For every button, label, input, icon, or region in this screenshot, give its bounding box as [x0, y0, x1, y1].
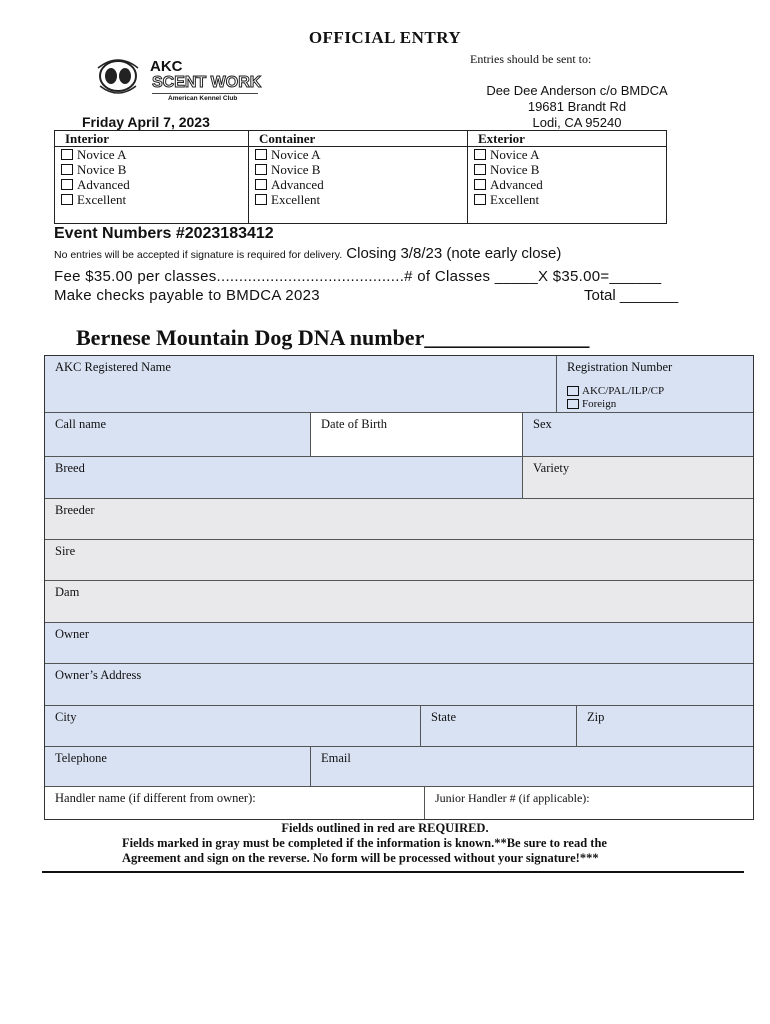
field-label: Sex: [533, 417, 552, 431]
field-label: Breed: [55, 461, 85, 475]
class-option-label: Excellent: [77, 191, 127, 207]
city-field[interactable]: [45, 706, 421, 747]
class-option[interactable]: [468, 177, 666, 192]
class-column-interior: [55, 131, 248, 223]
checkbox[interactable]: [255, 179, 267, 190]
sire-field[interactable]: [45, 540, 753, 581]
class-option[interactable]: [249, 192, 468, 207]
variety-field[interactable]: [523, 457, 753, 499]
zip-field[interactable]: [577, 706, 753, 747]
checkbox[interactable]: [61, 194, 73, 205]
signature-notice: No entries will be accepted if signature is required for delivery.: [54, 249, 343, 261]
entry-notice: [54, 245, 724, 263]
owner-field[interactable]: [45, 623, 753, 664]
class-option-label: Novice B: [77, 161, 127, 177]
call-name-field[interactable]: [45, 413, 311, 457]
field-label: Date of Birth: [321, 417, 387, 431]
field-label: Sire: [55, 544, 76, 558]
class-option[interactable]: [55, 162, 248, 177]
logo-akc: AKC: [150, 58, 183, 75]
divider: [42, 871, 744, 873]
class-option[interactable]: [249, 147, 468, 162]
logo-underline: [152, 93, 258, 94]
checks-payable-line: Make checks payable to BMDCA 2023: [54, 287, 320, 304]
class-option[interactable]: [468, 162, 666, 177]
checkbox[interactable]: [255, 149, 267, 160]
field-label: Email: [321, 751, 351, 765]
field-label: Dam: [55, 585, 80, 599]
entry-form: [44, 355, 754, 820]
date-of-birth-field[interactable]: [311, 413, 523, 457]
checkbox[interactable]: [567, 386, 579, 396]
field-label: Variety: [533, 461, 570, 475]
class-column-exterior: [467, 131, 666, 223]
class-option-label: Novice A: [77, 146, 127, 162]
breeder-field[interactable]: [45, 499, 753, 540]
dam-field[interactable]: [45, 581, 753, 623]
address-line-3: Lodi, CA 95240: [532, 115, 622, 130]
junior-handler-field[interactable]: [425, 787, 753, 819]
logo-akc-name: American Kennel Club: [168, 95, 238, 102]
state-field[interactable]: [421, 706, 577, 747]
instructions-line-2: Agreement and sign on the reverse. No form will be processed without your signature!***: [122, 851, 599, 865]
checkbox[interactable]: [255, 194, 267, 205]
instructions-line-1: Fields marked in gray must be completed if the information is known.**Be sure to read the: [122, 836, 607, 850]
checkbox[interactable]: [61, 164, 73, 175]
checkbox[interactable]: [474, 164, 486, 175]
class-option[interactable]: [468, 192, 666, 207]
class-option-label: Novice A: [271, 146, 321, 162]
class-option[interactable]: [249, 177, 468, 192]
reg-option-akc[interactable]: [567, 384, 743, 397]
field-label: City: [55, 710, 77, 724]
field-label: State: [431, 710, 456, 724]
breed-field[interactable]: [45, 457, 523, 499]
class-option-label: Novice B: [490, 161, 540, 177]
owner-address-field[interactable]: [45, 664, 753, 706]
event-date: Friday April 7, 2023: [82, 114, 210, 130]
field-label: Telephone: [55, 751, 107, 765]
class-option[interactable]: [249, 162, 468, 177]
reg-option-label: Foreign: [582, 397, 617, 410]
field-label: Call name: [55, 417, 107, 431]
class-option-label: Novice B: [271, 161, 321, 177]
class-column-container: [248, 131, 468, 223]
field-label: Registration Number: [567, 360, 673, 374]
required-fields-note: Fields outlined in red are REQUIRED.: [281, 821, 489, 835]
fee-line: Fee $35.00 per classes..........................................# of Classes _____X $35.00=______: [54, 268, 662, 285]
mailing-address: [466, 83, 688, 131]
field-label: Junior Handler # (if applicable):: [435, 791, 590, 805]
closing-date: Closing 3/8/23 (note early close): [342, 245, 562, 262]
reg-option-label: AKC/PAL/ILP/CP: [582, 384, 665, 397]
class-option-label: Excellent: [271, 191, 321, 207]
checkbox[interactable]: [61, 149, 73, 160]
address-line-1: Dee Dee Anderson c/o BMDCA: [486, 83, 668, 98]
checkbox[interactable]: [474, 149, 486, 160]
reg-option-foreign[interactable]: [567, 397, 743, 410]
class-heading: Interior: [55, 131, 248, 147]
handler-name-field[interactable]: [45, 787, 425, 819]
class-option[interactable]: [55, 192, 248, 207]
class-option-label: Advanced: [271, 176, 324, 192]
class-selection-table: [54, 130, 667, 224]
address-line-2: 19681 Brandt Rd: [527, 99, 627, 114]
logo-scent-work: SCENT WORK: [152, 74, 262, 91]
sex-field[interactable]: [523, 413, 753, 457]
field-label: Owner: [55, 627, 90, 641]
checkbox[interactable]: [474, 194, 486, 205]
field-label: Zip: [587, 710, 605, 724]
class-heading: Exterior: [468, 131, 666, 147]
field-label: Owner’s Address: [55, 668, 142, 682]
event-numbers: Event Numbers #2023183412: [54, 225, 274, 242]
checkbox[interactable]: [474, 179, 486, 190]
class-option[interactable]: [55, 147, 248, 162]
form-title: OFFICIAL ENTRY: [308, 28, 462, 47]
dna-number-line: Bernese Mountain Dog DNA number_______________: [76, 325, 590, 350]
field-label: AKC Registered Name: [55, 360, 171, 374]
field-label: Handler name (if different from owner):: [55, 791, 256, 805]
instructions-note: [122, 836, 607, 866]
class-option-label: Novice A: [490, 146, 540, 162]
class-option-label: Excellent: [490, 191, 540, 207]
checkbox[interactable]: [61, 179, 73, 190]
total-line: Total _______: [584, 287, 679, 304]
class-option[interactable]: [55, 177, 248, 192]
class-option[interactable]: [468, 147, 666, 162]
email-field[interactable]: [311, 747, 753, 787]
checkbox[interactable]: [255, 164, 267, 175]
class-option-label: Advanced: [490, 176, 543, 192]
telephone-field[interactable]: [45, 747, 311, 787]
checkbox[interactable]: [567, 399, 579, 409]
class-heading: Container: [249, 131, 468, 147]
field-label: Breeder: [55, 503, 95, 517]
registration-number-field[interactable]: [557, 356, 753, 413]
class-option-label: Advanced: [77, 176, 130, 192]
sent-to-label: Entries should be sent to:: [470, 52, 592, 66]
akc-scent-work-logo: [96, 54, 266, 110]
registered-name-field[interactable]: [45, 356, 557, 413]
